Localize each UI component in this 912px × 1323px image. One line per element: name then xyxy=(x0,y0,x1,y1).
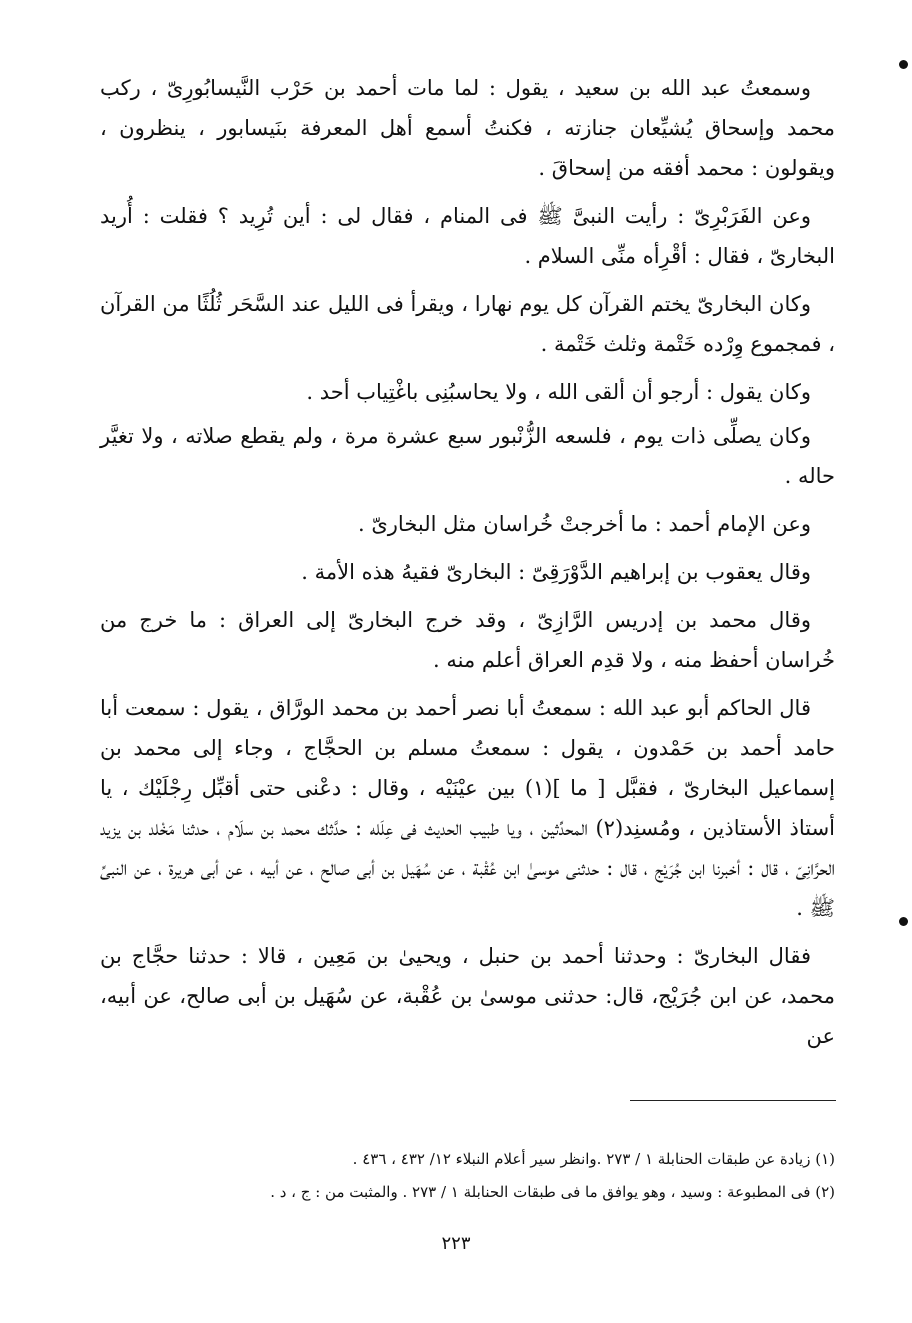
footnote-separator xyxy=(630,1100,836,1101)
main-text xyxy=(100,68,835,1064)
margin-mark xyxy=(899,917,908,926)
paragraph: وقال يعقوب بن إبراهيم الدَّوْرَقِىّ : البخارىّ فقيهُ هذه الأمة . xyxy=(301,560,811,584)
paragraph: وعن الفَرَبْرِىّ : رأيت النبىَّ ﷺ فى المنام ، فقال لى : أين تُرِيد ؟ فقلت : أُريد البخارىّ ، فقال : أقْرِأه منِّى السلام . xyxy=(100,204,835,268)
paragraph: وكان يقول : أرجو أن ألقى الله ، ولا يحاسبُنِى باغْتِياب أحد . xyxy=(306,380,811,404)
paragraph: فقال البخارىّ : وحدثنا أحمد بن حنبل ، ويحيىٰ بن مَعِين ، قالا : حدثنا حجَّاج بن محمد، عن ابن جُرَيْج، قال: حدثنى موسىٰ بن عُقْبة، عن سُهَيل بن أبى صالح، عن أبيه، عن xyxy=(100,944,835,1048)
margin-mark xyxy=(899,60,908,69)
paragraph: قال الحاكم أبو عبد الله : سمعتُ أبا نصر أحمد بن محمد الورَّاق ، يقول : سمعت أبا حامد أحمد بن حَمْدون ، يقول : سمعتُ مسلم بن الحجَّاج ، وجاء إلى محمد بن إسماعيل البخارىّ ، فقبَّل [ ما ](١) بين عيْنَيْه ، وقال : دعْنى حتى أقبِّل رِجْلَيْك ، يا أستاذ الأستاذين ، ومُسنِد(٢) المحدِّثين ، ويا طبيب الحديث فى عِلَله : حدَّثك محمد بن سلَام ، حدثنا مَخْلد بن يزيد الحرَّانِىّ ، قال : أخبرنا ابن جُرَيْج ، قال : حدثنى موسىٰ ابن عُقْبة ، عن سُهَيل بن أبى صالح ، عن أبيه ، عن أبى هريرة ، عن النبىِّ ﷺ . xyxy=(100,696,835,920)
footnote: (٢) فى المطبوعة : وسيد ، وهو يوافق ما فى طبقات الحنابلة ١ / ٢٧٣ . والمثبت من : ج ، د . xyxy=(270,1183,835,1201)
paragraph: وسمعتُ عبد الله بن سعيد ، يقول : لما مات أحمد بن حَرْب النَّيسابُورِىّ ، ركب محمد وإسحاق يُشيِّعان جنازته ، فكنتُ أسمع أهل المعرفة بنَيسابور ، ينظرون ، ويقولون : محمد أفقه من إسحاقَ . xyxy=(100,76,835,180)
paragraph: وعن الإمام أحمد : ما أخرجتْ خُراسان مثل البخارىّ . xyxy=(358,512,811,536)
footnote: (١) زيادة عن طبقات الحنابلة ١ / ٢٧٣ .وانظر سير أعلام النبلاء ١٢/ ٤٣٢ ، ٤٣٦ . xyxy=(352,1150,835,1168)
paragraph: وقال محمد بن إدريس الرَّازِىّ ، وقد خرج البخارىّ إلى العراق : ما خرج من خُراسان أحفظ منه ، ولا قدِم العراق أعلم منه . xyxy=(100,608,835,672)
footnotes xyxy=(100,1143,835,1209)
paragraph: وكان البخارىّ يختم القرآن كل يوم نهارا ، ويقرأ فى الليل عند السَّحَر ثُلُثًا من القرآن ، فمجموع وِرْده خَتْمة وثلث خَتْمة . xyxy=(100,292,835,356)
page-number: ٢٢٣ xyxy=(441,1233,471,1254)
paragraph: وكان يصلِّى ذات يوم ، فلسعه الزُّنْبور سبع عشرة مرة ، ولم يقطع صلاته ، ولا تغيَّر حاله . xyxy=(100,424,835,488)
